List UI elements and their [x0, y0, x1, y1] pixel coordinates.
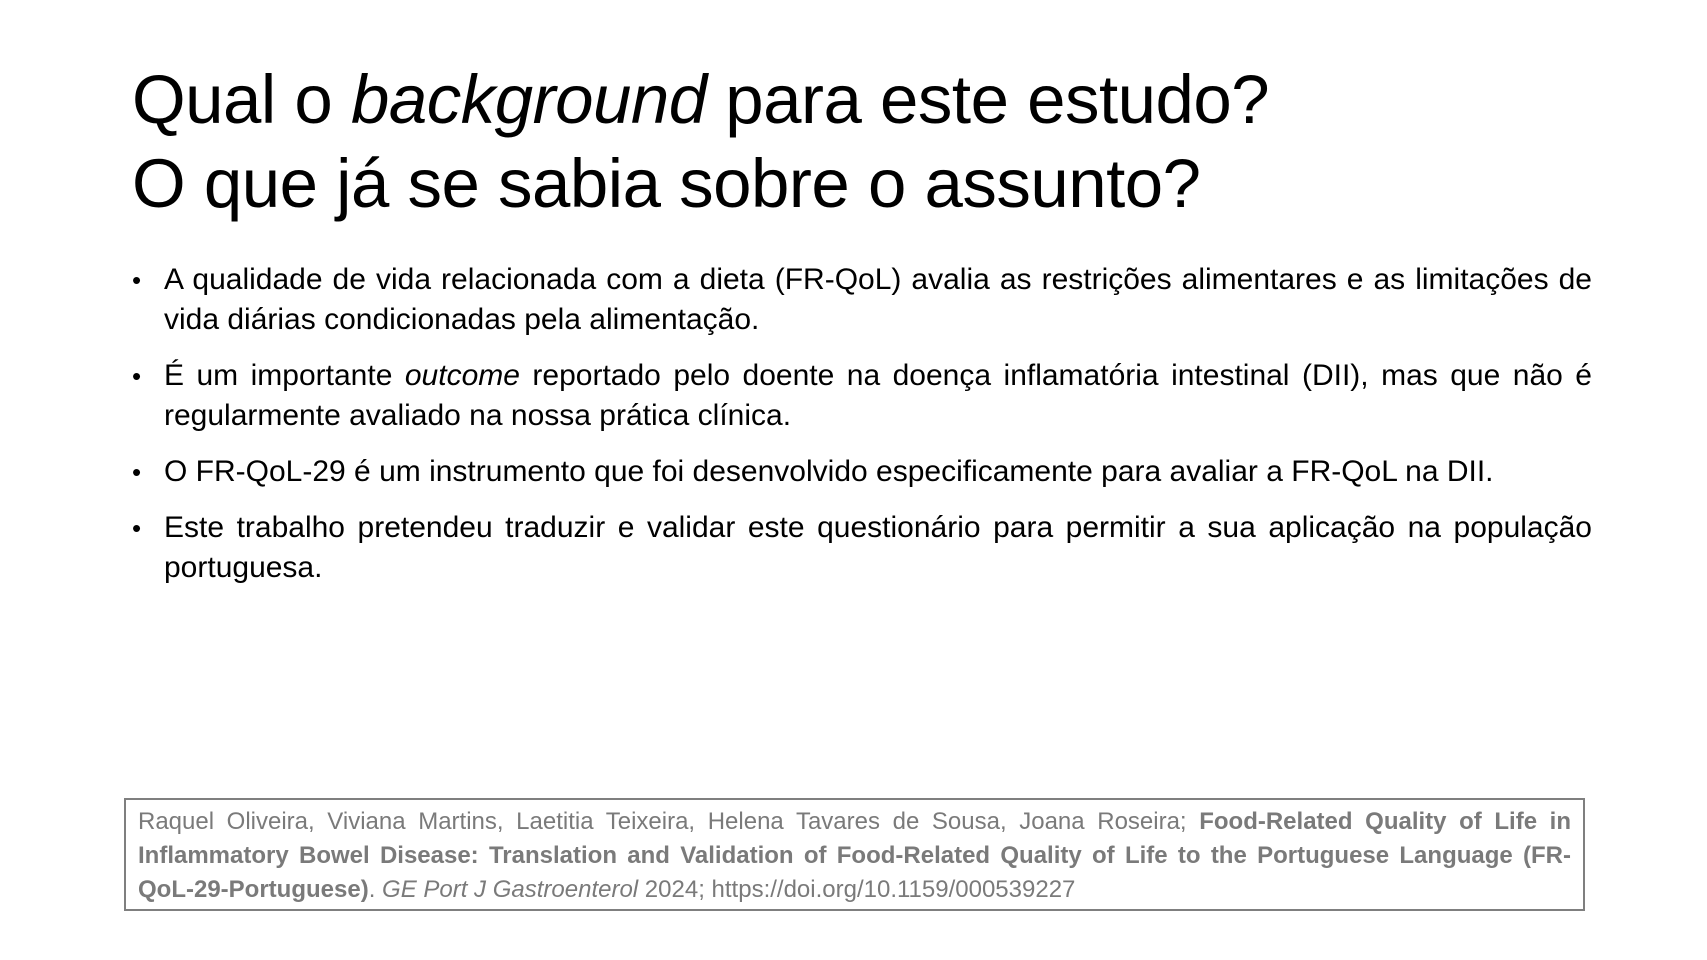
citation-journal: GE Port J Gastroenterol [382, 876, 639, 903]
bullet-text: Este trabalho pretendeu traduzir e validar este questionário para permitir a sua aplicação na população portuguesa. [164, 511, 1592, 584]
bullet-text: O FR-QoL-29 é um instrumento que foi desenvolvido especificamente para avaliar a FR-QoL na DII. [164, 455, 1494, 488]
title-line-1 [132, 58, 1592, 142]
bullet-emphasis: outcome [404, 359, 520, 392]
bullet-text: A qualidade de vida relacionada com a dieta (FR-QoL) avalia as restrições alimentares e as limitações de vida diárias condicionadas pela alimentação. [164, 263, 1592, 336]
bullet-text: É um importante [164, 359, 405, 392]
bullet-list [132, 260, 1592, 604]
citation-year-doi: 2024; https://doi.org/10.1159/000539227 [638, 876, 1076, 903]
bullet-dot-icon: • [132, 265, 142, 295]
bullet-item [132, 356, 1592, 436]
citation-box [124, 798, 1585, 911]
slide-title [132, 58, 1592, 226]
bullet-dot-icon: • [132, 457, 142, 487]
citation-paper-title: Food-Related Quality of Life in Inflammatory Bowel Disease: Translation and Validation of Food-Related Quality of Life to the Portuguese Language (FR-QoL-29-Portuguese) [138, 808, 1571, 903]
title-line-1-end: para este estudo? [706, 61, 1270, 138]
bullet-dot-icon: • [132, 513, 142, 543]
bullet-dot-icon: • [132, 361, 142, 391]
bullet-item [132, 508, 1592, 588]
citation-separator: . [368, 876, 383, 903]
bullet-item [132, 260, 1592, 340]
title-line-2: O que já se sabia sobre o assunto? [132, 145, 1201, 222]
title-line-1-start: Qual o [132, 61, 351, 138]
bullet-item [132, 452, 1592, 492]
citation-authors: Raquel Oliveira, Viviana Martins, Laetitia Teixeira, Helena Tavares de Sousa, Joana Roseira; [138, 808, 1200, 835]
title-emphasis: background [350, 61, 707, 138]
bullet-text-end: reportado pelo doente na doença inflamatória intestinal (DII), mas que não é regularmente avaliado na nossa prática clínica. [164, 359, 1592, 432]
